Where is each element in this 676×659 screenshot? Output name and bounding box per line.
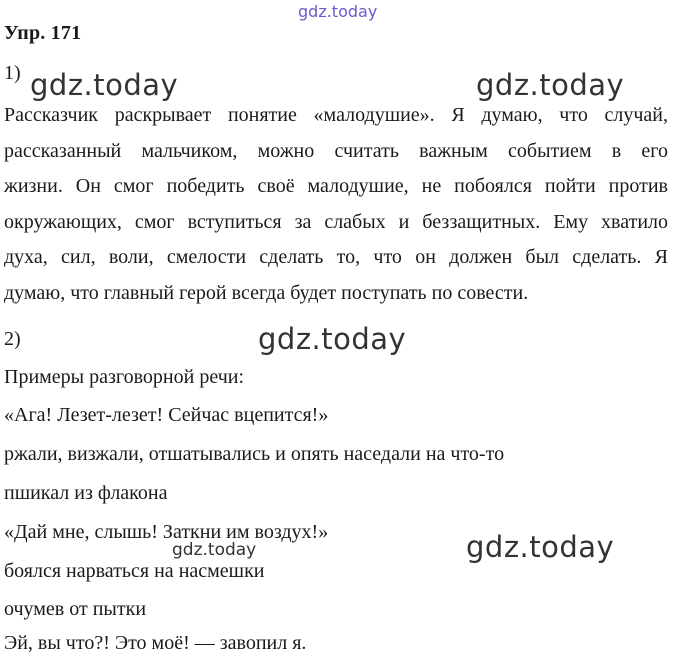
paragraph-line: окружающих, смог вступиться за слабых и беззащитных. Ему хватило [4, 210, 668, 233]
watermark-lower-left: gdz.today [172, 540, 257, 560]
example-item: «Дай мне, слышь! Заткни им воздух!» [4, 521, 329, 543]
paragraph-line: духа, сил, воли, смелости сделать то, что он должен был сделать. Я [4, 246, 668, 268]
watermark-top: gdz.today [298, 2, 378, 21]
watermark-middle: gdz.today [258, 322, 407, 356]
example-item: очумев от пытки [4, 598, 147, 620]
paragraph-line: Рассказчик раскрывает понятие «малодушие». Я думаю, что случай, [4, 104, 668, 126]
section-1-paragraph [4, 98, 668, 311]
exercise-title: Упр. 171 [4, 22, 82, 44]
watermark-right-top: gdz.today [476, 68, 625, 102]
watermark-lower-right: gdz.today [466, 530, 615, 564]
paragraph-line: рассказанный мальчиком, можно считать важным событием в его [4, 139, 668, 162]
section-1-number: 1) [4, 62, 21, 84]
example-item: пшикал из флакона [4, 482, 168, 504]
watermark-left-top: gdz.today [30, 68, 179, 102]
paragraph-line: думаю, что главный герой всегда будет поступать по совести. [4, 281, 529, 304]
section-2-number: 2) [4, 328, 21, 350]
paragraph-line: жизни. Он смог победить своё малодушие, не побоялся пойти против [4, 175, 668, 197]
section-2-heading: Примеры разговорной речи: [4, 366, 245, 388]
example-item: «Ага! Лезет-лезет! Сейчас вцепится!» [4, 404, 329, 426]
example-item: боялся нарваться на насмешки [4, 560, 265, 582]
example-item: ржали, визжали, отшатывались и опять наседали на что-то [4, 443, 505, 465]
example-item: Эй, вы что?! Это моё! — завопил я. [4, 632, 307, 654]
